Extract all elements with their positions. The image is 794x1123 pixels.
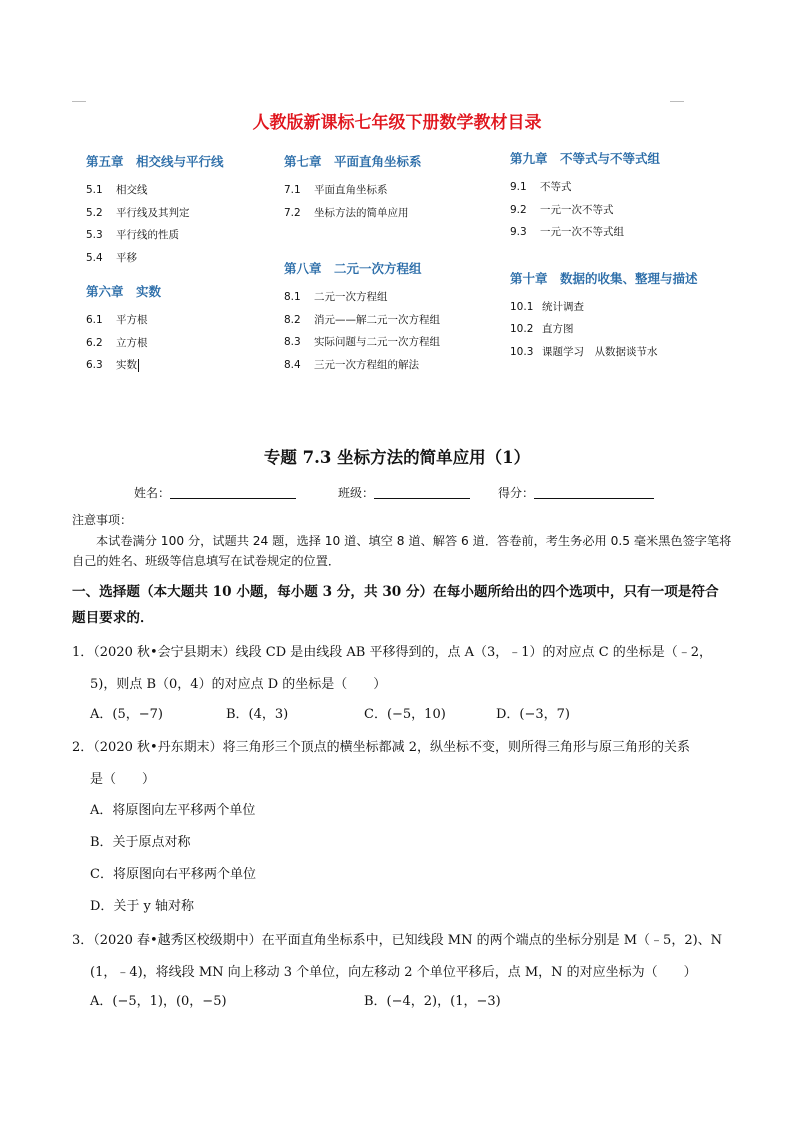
toc-item[interactable] bbox=[86, 202, 276, 225]
toc-item[interactable] bbox=[284, 354, 504, 377]
toc-item[interactable] bbox=[86, 332, 276, 355]
item-number: 6.2 bbox=[86, 336, 103, 349]
option-b[interactable]: B．(−4，2)，(1，−3) bbox=[364, 994, 501, 1009]
option-d[interactable]: D．(−3，7) bbox=[496, 707, 571, 722]
toc-chapter-5 bbox=[86, 153, 276, 269]
item-label: 实数 bbox=[116, 359, 137, 371]
question-1 bbox=[72, 640, 752, 698]
name-blank[interactable] bbox=[170, 484, 296, 499]
item-label: 平方根 bbox=[116, 314, 148, 326]
option-c[interactable]: C．(−5，10) bbox=[364, 707, 446, 722]
toc-item[interactable] bbox=[510, 296, 750, 319]
item-label: 直方图 bbox=[542, 323, 574, 335]
item-number: 7.1 bbox=[284, 184, 301, 196]
toc-item[interactable] bbox=[510, 199, 750, 222]
toc-column-2 bbox=[284, 153, 504, 376]
toc-item[interactable] bbox=[86, 309, 276, 332]
toc-chapter-7 bbox=[284, 153, 504, 224]
toc-item[interactable] bbox=[86, 247, 276, 270]
notes-heading: 注意事项： bbox=[72, 513, 133, 527]
item-label: 相交线 bbox=[116, 184, 148, 196]
item-label: 平行线的性质 bbox=[116, 229, 179, 241]
item-label: 课题学习 从数据谈节水 bbox=[542, 345, 658, 358]
page-corner-mark-left bbox=[72, 101, 86, 108]
class-label: 班级： bbox=[338, 486, 375, 500]
item-label: 平行线及其判定 bbox=[116, 206, 190, 219]
item-number: 7.2 bbox=[284, 206, 301, 219]
toc-chapter-10 bbox=[510, 270, 750, 364]
item-number: 5.1 bbox=[86, 184, 103, 196]
option-a[interactable]: A．(−5，1)，(0，−5) bbox=[90, 994, 227, 1009]
chapter-heading: 第八章 二元一次方程组 bbox=[284, 261, 422, 276]
option-a[interactable]: A．(5，−7) bbox=[90, 707, 163, 722]
item-number: 5.4 bbox=[86, 251, 103, 264]
toc-column-3 bbox=[510, 150, 750, 363]
item-label: 统计调查 bbox=[542, 300, 584, 313]
document-title: 人教版新课标七年级下册数学教材目录 bbox=[252, 113, 542, 133]
option-a[interactable]: A．将原图向左平移两个单位 bbox=[90, 803, 256, 818]
item-label: 二元一次方程组 bbox=[314, 291, 388, 303]
item-number: 6.3 bbox=[86, 359, 103, 371]
chapter-heading: 第十章 数据的收集、整理与描述 bbox=[510, 270, 698, 286]
chapter-heading: 第七章 平面直角坐标系 bbox=[284, 154, 422, 169]
page-corner-mark-right bbox=[670, 101, 684, 108]
toc-item[interactable] bbox=[510, 341, 750, 364]
item-label: 不等式 bbox=[540, 181, 572, 193]
toc-item[interactable] bbox=[284, 286, 504, 309]
question-text-line: 5)，则点 B（0，4）的对应点 D 的坐标是（ ） bbox=[90, 677, 387, 692]
question-text-line: (1，﹣4)，将线段 MN 向上移动 3 个单位，向左移动 2 个单位平移后，点 M，N 的对应坐标为（ ） bbox=[90, 965, 697, 980]
toc-item[interactable] bbox=[284, 179, 504, 202]
question-2 bbox=[72, 735, 752, 793]
question-3 bbox=[72, 928, 752, 986]
item-label: 一元一次不等式 bbox=[540, 203, 614, 216]
question-text-line: 1．（2020 秋•会宁县期末）线段 CD 是由线段 AB 平移得到的，点 A（3，﹣1）的对应点 C 的坐标是（﹣2， bbox=[72, 645, 713, 660]
item-number: 8.1 bbox=[284, 291, 301, 303]
item-number: 10.3 bbox=[510, 345, 534, 358]
toc-item[interactable] bbox=[284, 202, 504, 225]
toc-chapter-6 bbox=[86, 283, 276, 377]
item-number: 10.2 bbox=[510, 323, 534, 335]
score-label: 得分： bbox=[498, 486, 535, 500]
toc-item[interactable] bbox=[284, 331, 504, 354]
chapter-heading: 第九章 不等式与不等式组 bbox=[510, 151, 661, 166]
worksheet-title: 专题 7.3 坐标方法的简单应用（1） bbox=[263, 448, 531, 467]
item-label: 平移 bbox=[116, 251, 137, 264]
toc-item[interactable] bbox=[510, 318, 750, 341]
toc-item[interactable] bbox=[86, 179, 276, 202]
class-field[interactable] bbox=[338, 484, 374, 501]
option-c[interactable]: C．将原图向右平移两个单位 bbox=[90, 867, 256, 882]
item-label: 消元——解二元一次方程组 bbox=[314, 313, 440, 326]
toc-column-1 bbox=[86, 153, 276, 377]
item-label: 立方根 bbox=[116, 336, 148, 349]
item-number: 8.4 bbox=[284, 358, 301, 371]
item-label: 一元一次不等式组 bbox=[540, 226, 624, 238]
score-field[interactable] bbox=[498, 484, 534, 501]
notes-text: 本试卷满分 100 分，试题共 24 题，选择 10 道、填空 8 道、解答 6 道．答卷前，考生务必用 0.5 毫米黑色签字笔将自己的姓名、班级等信息填写在试卷规定的位置． bbox=[72, 534, 732, 568]
score-blank[interactable] bbox=[534, 484, 654, 499]
item-number: 9.3 bbox=[510, 226, 527, 238]
item-number: 6.1 bbox=[86, 314, 103, 326]
item-number: 9.2 bbox=[510, 203, 527, 216]
name-field[interactable] bbox=[134, 484, 170, 501]
item-number: 8.2 bbox=[284, 313, 301, 326]
item-number: 8.3 bbox=[284, 336, 301, 348]
part-one-heading: 一、选择题（本大题共 10 小题，每小题 3 分，共 30 分）在每小题所给出的四个选项中，只有一项是符合题目要求的． bbox=[72, 584, 719, 626]
chapter-heading: 第五章 相交线与平行线 bbox=[86, 154, 224, 169]
option-b[interactable]: B．关于原点对称 bbox=[90, 835, 191, 850]
item-number: 9.1 bbox=[510, 181, 527, 193]
toc-item[interactable] bbox=[284, 309, 504, 332]
item-label: 三元一次方程组的解法 bbox=[314, 358, 419, 371]
item-number: 10.1 bbox=[510, 300, 534, 313]
question-text-line: 是（ ） bbox=[90, 772, 156, 787]
item-label: 实际问题与二元一次方程组 bbox=[314, 336, 440, 348]
item-number: 5.2 bbox=[86, 206, 103, 219]
text-cursor bbox=[138, 359, 139, 372]
toc-item[interactable] bbox=[86, 224, 276, 247]
option-b[interactable]: B．(4，3) bbox=[226, 707, 289, 722]
question-text-line: 2．（2020 秋•丹东期末）将三角形三个顶点的横坐标都减 2，纵坐标不变，则所得三角形与原三角形的关系 bbox=[72, 740, 691, 755]
chapter-heading: 第六章 实数 bbox=[86, 284, 162, 299]
item-label: 坐标方法的简单应用 bbox=[314, 206, 409, 219]
question-text-line: 3．（2020 春•越秀区校级期中）在平面直角坐标系中，已知线段 MN 的两个端点的坐标分别是 M（﹣5，2)、N bbox=[72, 933, 723, 948]
option-d[interactable]: D．关于 y 轴对称 bbox=[90, 899, 195, 914]
toc-item[interactable] bbox=[510, 176, 750, 199]
class-blank[interactable] bbox=[374, 484, 470, 499]
toc-chapter-8 bbox=[284, 260, 504, 376]
item-label: 平面直角坐标系 bbox=[314, 184, 388, 196]
item-number: 5.3 bbox=[86, 229, 103, 241]
toc-chapter-9 bbox=[510, 150, 750, 244]
name-label: 姓名： bbox=[134, 486, 171, 500]
toc-item[interactable] bbox=[510, 221, 750, 244]
toc-item[interactable] bbox=[86, 354, 276, 377]
